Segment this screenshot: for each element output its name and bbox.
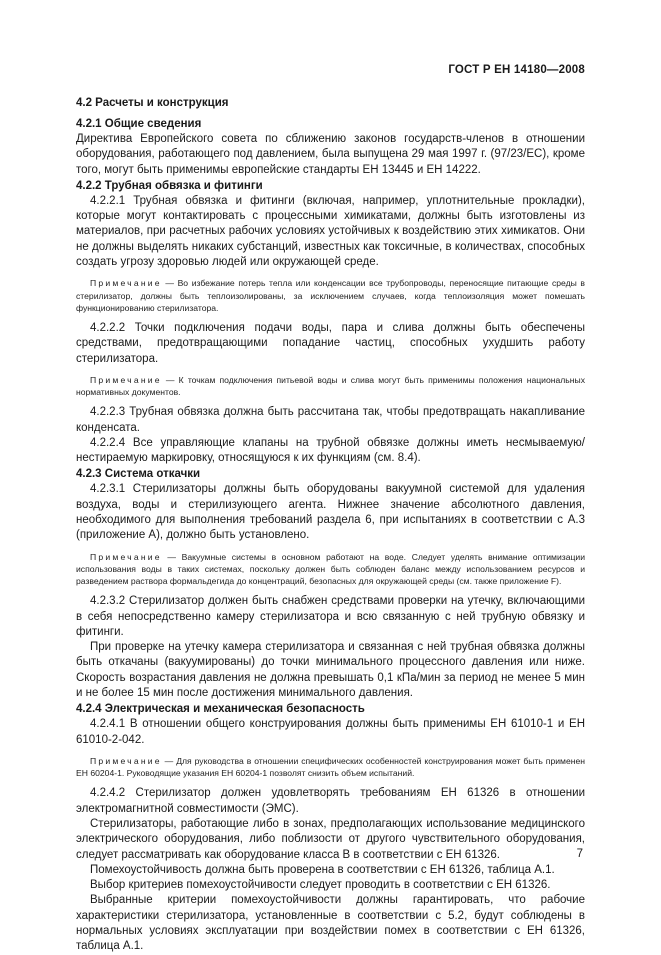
paragraph: При проверке на утечку камера стерилизатора и связанная с ней трубная обвязка должны быть откачаны (вакуумированы) до точки минимального процессного давления или ниже. Скорость возрастания давления не должна превышать 0,1 кПа/мин за период не менее 5 мин и не более 15 мин после достижения минимального давления.: [76, 641, 585, 700]
note: Примечание — Вакуумные системы в основном работают на воде. Следует уделять внимание оптимизации использования воды в таких системах, поскольку должен быть соблюден баланс между использованием ресурсов и разведением раствора формальдегида до концентраций, безопасных для окружающей среды (см. также приложение F).: [76, 551, 585, 587]
paragraph: Стерилизаторы, работающие либо в зонах, предполагающих использование медицинского электрического оборудования, либо поблизости от другого чувствительного оборудования, следует рассматривать как оборудование класса В в соответствии с ЕН 61326.: [76, 817, 585, 861]
paragraph: Выбор критериев помехоустойчивости следует проводить в соответствии с ЕН 61326.: [90, 879, 551, 892]
paragraph: 4.2.3.2 Стерилизатор должен быть снабжен средствами проверки на утечку, включающими в себя непосредственно камеру стерилизатора и всю связанную с ней трубную обвязку и фитинги.: [76, 595, 585, 638]
section-heading-4-2-3: 4.2.3 Система откачки: [76, 468, 201, 481]
paragraph: 4.2.2.2 Точки подключения подачи воды, пара и слива должны быть обеспечены средствами, предотвращающими попадание частиц, способных ухудшить работу стерилизатора.: [76, 321, 585, 365]
section-heading-4-2-4: 4.2.4 Электрическая и механическая безопасность: [76, 703, 365, 716]
note: Примечание — Для руководства в отношении специфических особенностей конструирования может быть применен ЕН 60204-1. Руководящие указания ЕН 60204-1 позволят снизить объем испытаний.: [76, 755, 585, 779]
section-heading-4-2-1: 4.2.1 Общие сведения: [76, 118, 202, 130]
paragraph: 4.2.3.1 Стерилизаторы должны быть оборудованы вакуумной системой для удаления воздуха, воды и стерилизующего агента. Нижнее значение абсолютного давления, необходимого для выполнения требований раздела 6, при испытаниях в соответствии с А.3 (приложение А), должно быть установлено.: [76, 483, 585, 542]
paragraph: Директива Европейского совета по сближению законов государств-членов в отношении оборудования, работающего под давлением, была выпущена 29 мая 1997 г. (97/23/ЕС), кроме того, могут быть применимы европейские стандарты ЕН 13445 и ЕН 14222.: [76, 133, 585, 176]
paragraph: Помехоустойчивость должна быть проверена в соответствии с ЕН 61326, таблица А.1.: [90, 863, 555, 876]
paragraph: Выбранные критерии помехоустойчивости должны гарантировать, что рабочие характеристики стерилизатора, установленные в соответствии с 5.2, будут соблюдены в нормальных условиях эксплуатации при воздействии помех в соответствии с ЕН 61326, таблица А.1.: [76, 894, 585, 953]
paragraph: 4.2.2.3 Трубная обвязка должна быть рассчитана так, чтобы предотвращать накапливание конденсата.: [76, 406, 585, 434]
paragraph: 4.2.4.2 Стерилизатор должен удовлетворять требованиям ЕН 61326 в отношении электромагнитной совместимости (ЭМС).: [76, 787, 585, 815]
section-heading-4-2-2: 4.2.2 Трубная обвязка и фитинги: [76, 179, 263, 192]
paragraph: 4.2.4.1 В отношении общего конструирования должны быть применимы ЕН 61010-1 и ЕН 61010-2-042.: [76, 718, 585, 746]
section-heading-4-2: 4.2 Расчеты и конструкция: [76, 97, 229, 109]
document-id-header: ГОСТ Р ЕН 14180—2008: [448, 64, 585, 76]
paragraph: 4.2.2.1 Трубная обвязка и фитинги (включая, например, уплотнительные прокладки), которые могут контактировать с процессными химикатами, должны быть изготовлены из материалов, при расчетных рабочих условиях устойчивых к воздействию этих химикатов. Они не должны выделять никаких субстанций, известных как токсичные, в количествах, способных создать угрозу здоровью людей или окружающей среде.: [76, 194, 585, 269]
note: Примечание — Во избежание потерь тепла или конденсации все трубопроводы, переносящие питающие среды в стерилизатор, должны быть теплоизолированы, за исключением случаев, когда теплоизоляция может помешать функционированию стерилизатора.: [76, 278, 585, 313]
paragraph: 4.2.2.4 Все управляющие клапаны на трубной обвязке должны иметь несмываемую/нестираемую маркировку, относящуюся к их функциям (см. 8.4).: [76, 436, 585, 465]
page-number: 7: [576, 848, 583, 860]
note: Примечание — К точкам подключения питьевой воды и слива могут быть применимы положения национальных нормативных документов.: [76, 374, 585, 398]
document-body: [76, 95, 585, 955]
